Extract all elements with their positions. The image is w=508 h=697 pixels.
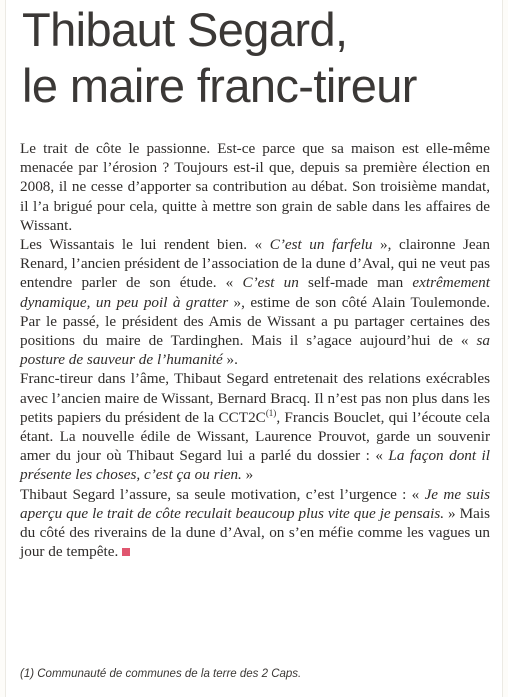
footnote-ref: (1) xyxy=(265,407,277,418)
p3-text-c: » xyxy=(241,466,254,484)
paragraph-1: Le trait de côte le passionne. Est-ce parce que sa maison est elle-même menacée par l’érosion ? Toujours est-il que, depuis sa première élection en 2008, il ne cesse d’apporter sa contribution au débat. Son troisième mandat, il l’a brigué pour cela, quitte à mettre son grain de sable dans les affaires de Wissant. xyxy=(20,140,490,234)
p4-text-a: Thibaut Segard l’assure, sa seule motivation, c’est l’urgence : « xyxy=(20,485,425,503)
p2-text-b: », claironne Jean Renard, l’ancien président de l’association de la dune d’Aval, qui ne veut pas entendre parler de son étude. « xyxy=(20,236,491,292)
p4-quote-1: Je me suis aperçu que le trait de côte reculait beaucoup plus vite que je pensais. xyxy=(20,485,491,522)
p3-quote-1: La façon dont il présente les choses, c’est ça ou rien. xyxy=(20,447,490,484)
p2-quote-1: C’est un farfelu xyxy=(269,236,373,254)
p4-text-b: » Mais du côté des riverains de la dune d’Aval, on s’en méfie comme les vagues un jour de tempête. xyxy=(20,504,491,561)
p2-text-c: self-made man xyxy=(298,274,413,292)
p2-text-e: ». xyxy=(222,351,238,369)
headline-line-1: Thibaut Segard, xyxy=(22,3,348,56)
p2-text-a: Les Wissantais le lui rendent bien. « xyxy=(20,236,270,254)
p2-quote-4: sa posture de sauveur de l’humanité xyxy=(20,332,490,369)
p3-text-a: Franc-tireur dans l’âme, Thibaut Segard entretenait des relations exécrables avec l’ancien maire de Wissant, Bernard Bracq. Il n’est pas non plus dans les petits papiers du président de la CCT2C xyxy=(20,370,490,426)
article-body xyxy=(20,139,490,561)
p3-text-b: , Francis Bouclet, qui l’écoute cela étant. La nouvelle édile de Wissant, Laurence Prouvot, garde un souvenir amer du jour où Thibaut Segard lui a parlé du dossier : « xyxy=(20,408,490,465)
p2-quote-3: extrêmement dynamique, un peu poil à gratter xyxy=(20,274,490,311)
p2-text-d: », estime de son côté Alain Toulemonde. Par le passé, le président des Amis de Wissant a pu partager certaines des positions du maire de Tardinghen. Mais il s’agace aujourd’hui de « xyxy=(20,293,490,350)
paragraph-2 xyxy=(20,235,490,369)
headline xyxy=(22,2,492,114)
end-of-article-mark xyxy=(122,548,130,556)
headline-line-2: le maire franc-tireur xyxy=(22,59,417,112)
footnote: (1) Communauté de communes de la terre des 2 Caps. xyxy=(20,668,302,680)
p2-quote-2: C’est un xyxy=(242,274,299,292)
paragraph-3 xyxy=(20,369,490,484)
paragraph-4 xyxy=(20,485,490,562)
